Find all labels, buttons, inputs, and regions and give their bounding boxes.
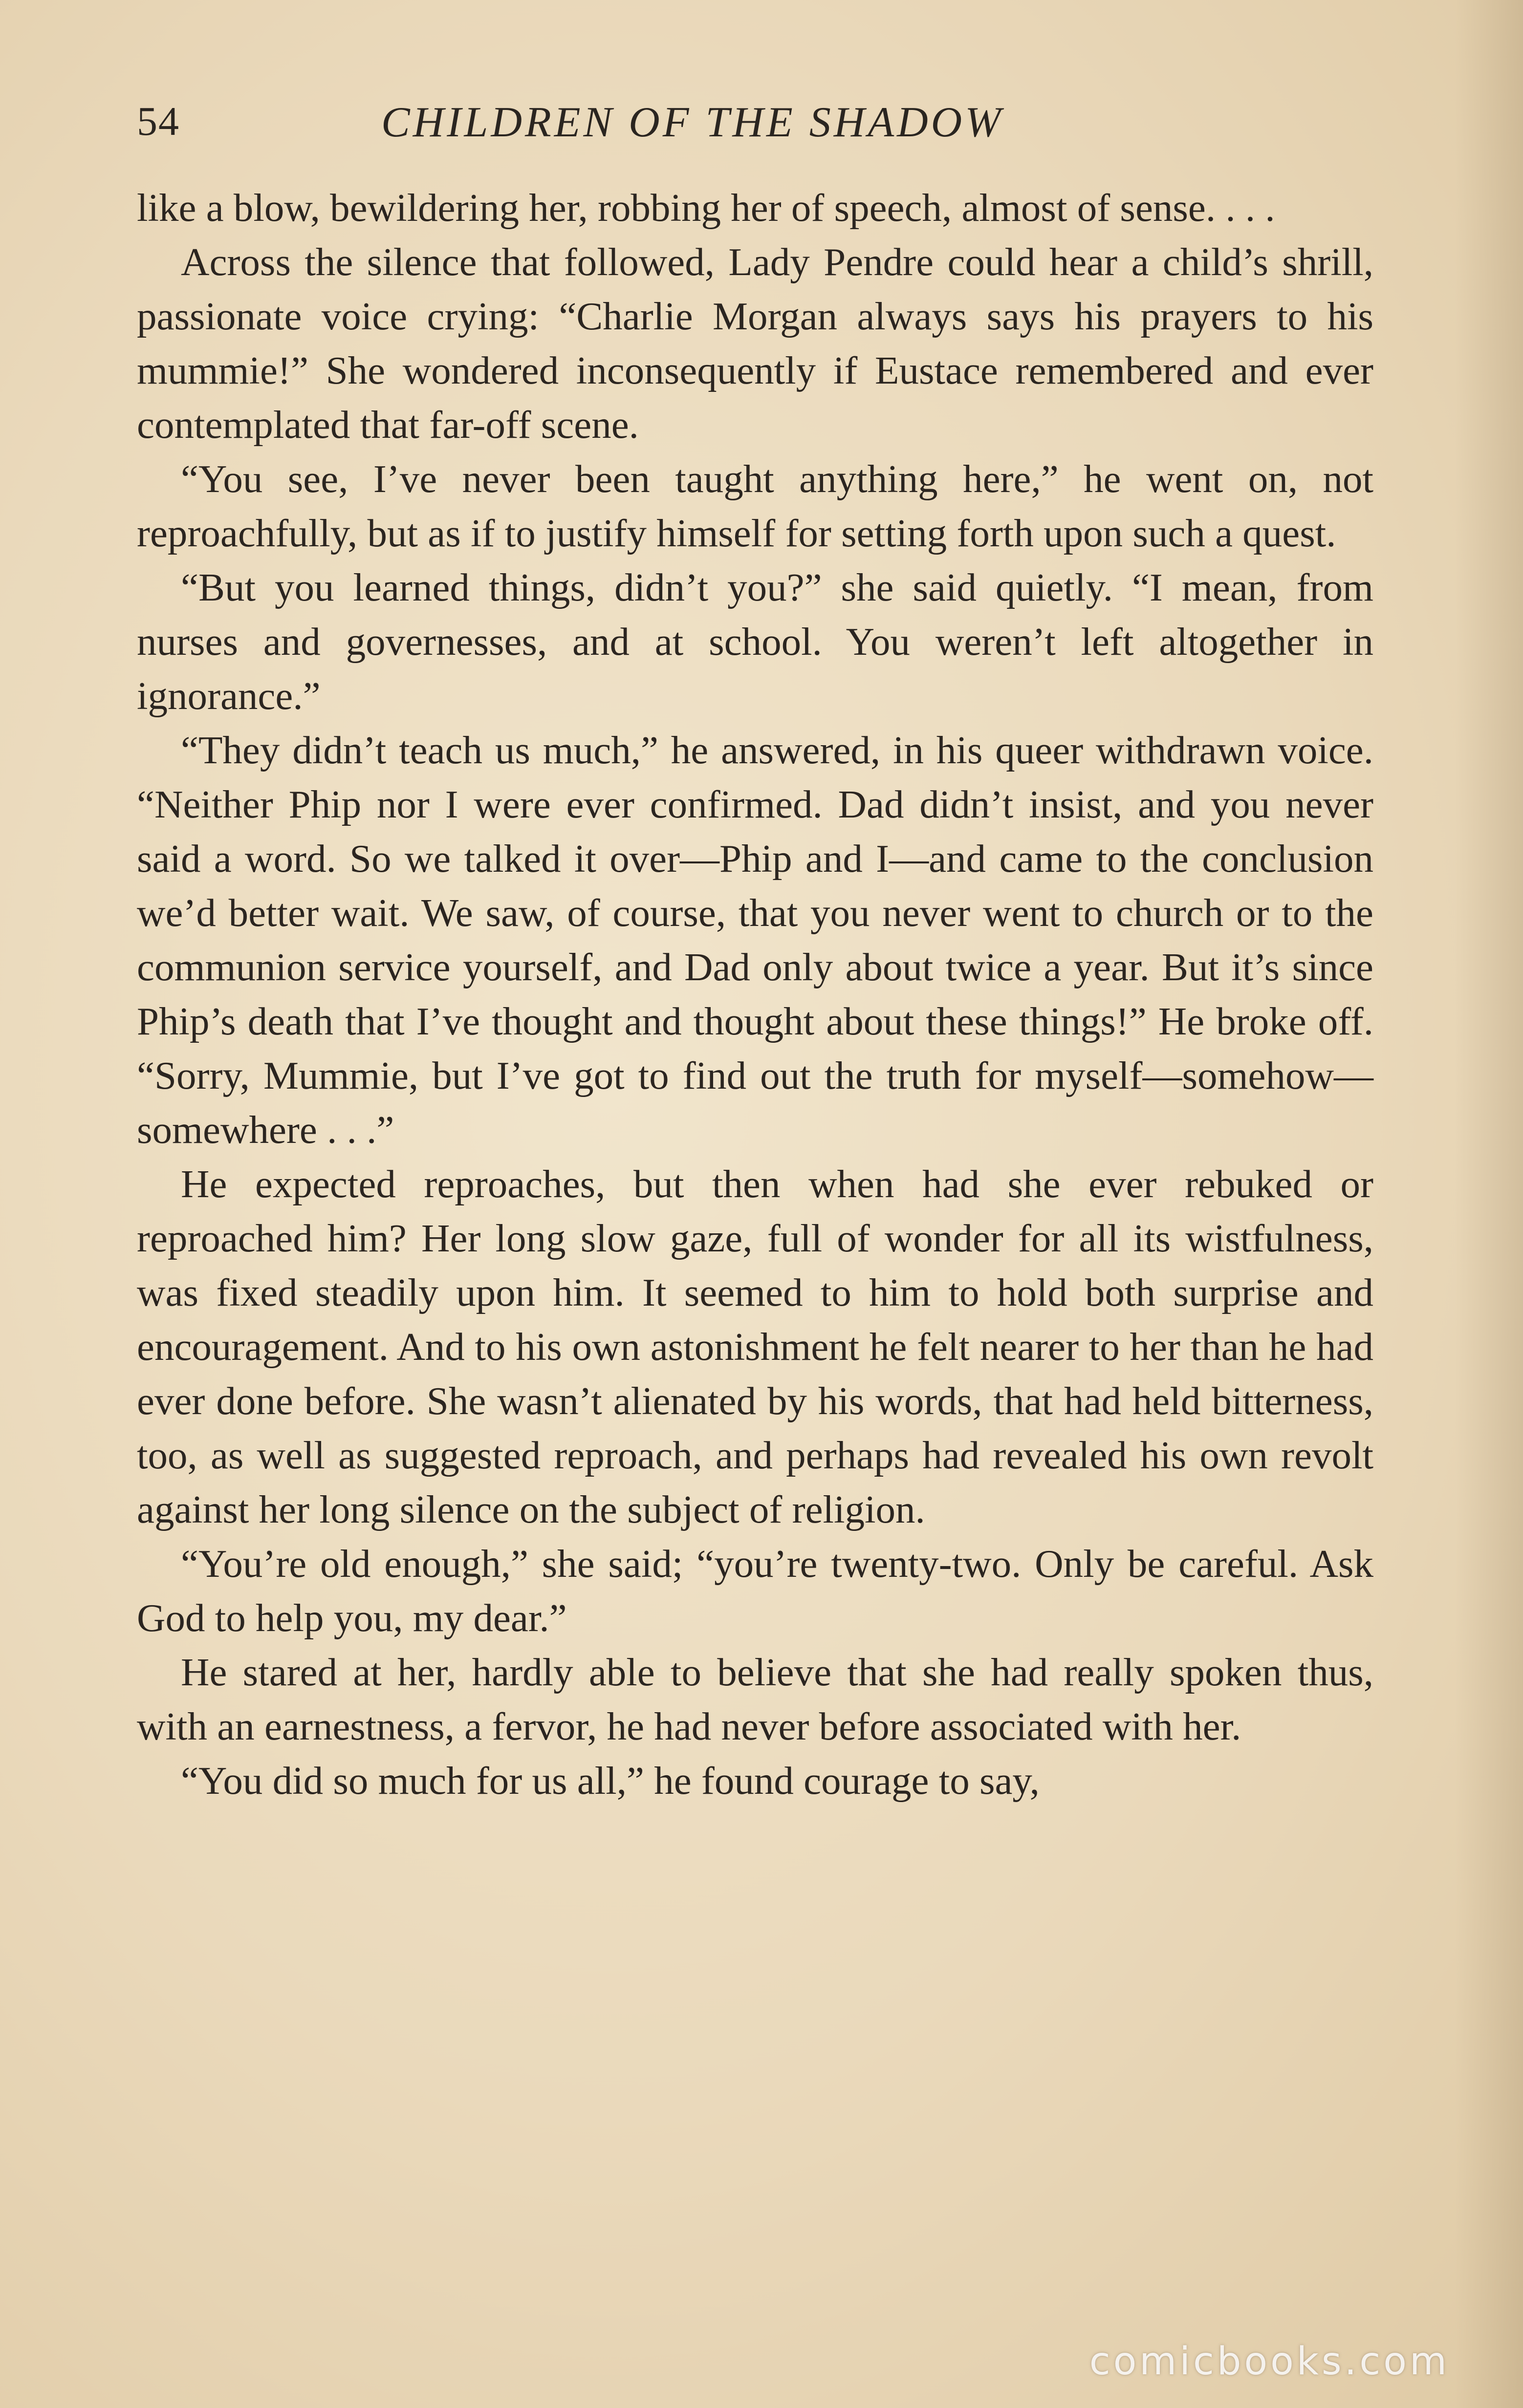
- running-title: CHILDREN OF THE SHADOW: [381, 99, 1004, 146]
- paragraph: He expected reproaches, but then when had she ever rebuked or reproached him? Her long slow gaze, full of wonder for all its wistfulness, was fixed steadily upon him. It seemed to him to hold both surprise and encouragement. And to his own astonishment he felt nearer to her than he had ever done before. She wasn’t alienated by his words, that had held bitterness, too, as well as suggested reproach, and perhaps had revealed his own revolt against her long silence on the subject of religion.: [137, 1162, 1373, 1531]
- watermark: comicbooks.com: [1089, 2340, 1450, 2384]
- paragraph: “You did so much for us all,” he found courage to say,: [181, 1759, 1040, 1803]
- paragraph: He stared at her, hardly able to believe that she had really spoken thus, with an earnestness, a fervor, he had never before associated with her.: [137, 1650, 1373, 1748]
- paragraph: “You see, I’ve never been taught anything here,” he went on, not reproachfully, but as if to justify himself for setting forth upon such a quest.: [137, 457, 1373, 555]
- paragraph: like a blow, bewildering her, robbing her of speech, almost of sense. . . .: [137, 186, 1275, 230]
- paragraph: “But you learned things, didn’t you?” she said quietly. “I mean, from nurses and governesses, and at school. You weren’t left altogether in ignorance.”: [137, 565, 1373, 718]
- page-number: 54: [137, 99, 180, 144]
- spine-shadow: [1455, 0, 1523, 2408]
- paragraph: Across the silence that followed, Lady Pendre could hear a child’s shrill, passionate voice crying: “Charlie Morgan always says his prayers to his mummie!” She wondered inconsequently if Eustace remembered and ever contemplated that far-off scene.: [137, 240, 1373, 447]
- page-header: [137, 98, 1388, 161]
- body-text: [137, 181, 1373, 1808]
- paragraph: “You’re old enough,” she said; “you’re twenty-two. Only be careful. Ask God to help you, my dear.”: [137, 1542, 1373, 1640]
- paragraph: “They didn’t teach us much,” he answered, in his queer withdrawn voice. “Neither Phip nor I were ever confirmed. Dad didn’t insist, and you never said a word. So we talked it over—Phip and I—and came to the conclusion we’d better wait. We saw, of course, that you never went to church or to the communion service yourself, and Dad only about twice a year. But it’s since Phip’s death that I’ve thought and thought about these things!” He broke off. “Sorry, Mummie, but I’ve got to find out the truth for myself—somehow—somewhere . . .”: [137, 728, 1373, 1152]
